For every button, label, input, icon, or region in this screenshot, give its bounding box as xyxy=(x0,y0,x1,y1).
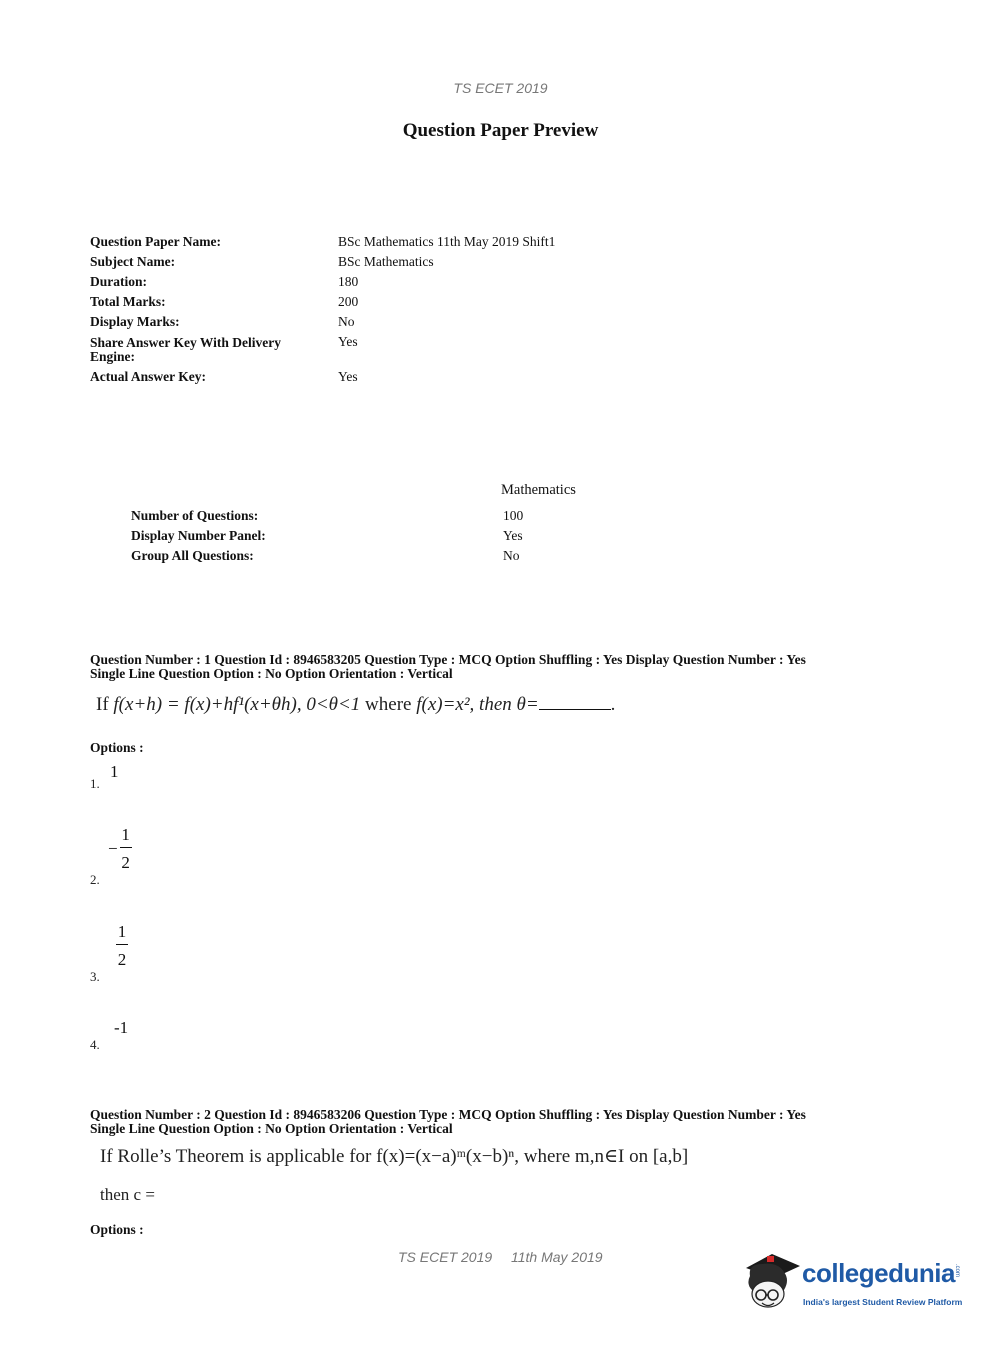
option-2-value xyxy=(108,826,132,871)
question-1-meta-line2: Single Line Question Option : No Option Orientation : Vertical xyxy=(90,666,453,681)
logo-suffix: .com xyxy=(954,1264,960,1278)
option-4-number: 4. xyxy=(90,1037,100,1052)
logo-text: collegedunia xyxy=(802,1258,955,1288)
question-1-formula-2: f(x)=x², then θ= xyxy=(416,694,539,715)
section-value-group-all: No xyxy=(503,548,520,563)
section-label-group-all: Group All Questions: xyxy=(131,548,254,563)
exam-header: TS ECET 2019 xyxy=(453,80,548,96)
option-4-value: -1 xyxy=(114,1018,129,1037)
question-2-meta-line2: Single Line Question Option : No Option Orientation : Vertical xyxy=(90,1121,453,1136)
info-label-actual-key: Actual Answer Key: xyxy=(90,369,206,384)
info-value-display-marks: No xyxy=(338,314,355,329)
fraction-bar xyxy=(116,944,128,945)
question-1-text-suffix: . xyxy=(610,694,616,715)
question-2-meta: Question Number : 2 Question Id : 8946583206 Question Type : MCQ Option Shuffling : Yes Display Question Number : Yes xyxy=(90,1107,806,1122)
section-label-num-questions: Number of Questions: xyxy=(131,508,259,523)
option-2-fraction xyxy=(120,826,132,871)
question-1-meta: Question Number : 1 Question Id : 8946583205 Question Type : MCQ Option Shuffling : Yes Display Question Number : Yes xyxy=(90,652,806,667)
section-value-number-panel: Yes xyxy=(503,528,523,543)
question-1-text xyxy=(96,694,615,716)
option-1-number: 1. xyxy=(90,776,100,791)
info-value-total-marks: 200 xyxy=(338,294,359,309)
page-title: Question Paper Preview xyxy=(402,120,599,141)
info-label-paper-name: Question Paper Name: xyxy=(90,234,221,249)
footer-date: 11th May 2019 xyxy=(511,1249,603,1265)
collegedunia-logo xyxy=(740,1250,972,1320)
info-value-subject: BSc Mathematics xyxy=(338,254,434,269)
section-name: Mathematics xyxy=(501,482,576,498)
option-3-fraction xyxy=(116,923,128,968)
info-label-duration: Duration: xyxy=(90,274,147,289)
question-1-formula: f(x+h) = f(x)+hf¹(x+θh), 0<θ<1 xyxy=(113,694,361,715)
option-2-numerator: 1 xyxy=(121,825,130,844)
question-2-text: If Rolle’s Theorem is applicable for f(x)=(x−a)ᵐ(x−b)ⁿ, where m,n∈I on [a,b] xyxy=(100,1146,689,1167)
option-3-number: 3. xyxy=(90,969,100,984)
option-2-denominator: 2 xyxy=(121,853,130,872)
info-value-paper-name: BSc Mathematics 11th May 2019 Shift1 xyxy=(338,234,556,249)
option-3-value xyxy=(116,923,128,968)
question-1-options-label: Options : xyxy=(90,740,144,755)
info-label-display-marks: Display Marks: xyxy=(90,314,180,329)
info-value-share-key: Yes xyxy=(338,334,358,349)
mascot-icon xyxy=(740,1250,802,1318)
section-label-number-panel: Display Number Panel: xyxy=(131,528,266,543)
question-1-text-prefix: If xyxy=(96,694,114,715)
info-value-duration: 180 xyxy=(338,274,359,289)
question-2-options-label: Options : xyxy=(90,1222,144,1237)
info-label-subject: Subject Name: xyxy=(90,254,176,269)
info-label-total-marks: Total Marks: xyxy=(90,294,166,309)
info-value-actual-key: Yes xyxy=(338,369,358,384)
option-1-value: 1 xyxy=(110,762,119,781)
option-3-numerator: 1 xyxy=(117,922,127,941)
answer-blank xyxy=(539,709,611,710)
fraction-bar xyxy=(120,847,132,848)
question-1-text-where: where xyxy=(360,694,417,715)
option-3-denominator: 2 xyxy=(117,950,127,969)
footer-exam: TS ECET 2019 xyxy=(398,1249,493,1265)
info-label-share-key-line2: Engine: xyxy=(90,349,136,364)
option-2-number: 2. xyxy=(90,872,100,887)
logo-tagline: India's largest Student Review Platform xyxy=(803,1297,963,1307)
option-2-sign: − xyxy=(108,838,118,858)
info-label-share-key: Share Answer Key With Delivery xyxy=(90,335,281,350)
section-value-num-questions: 100 xyxy=(503,508,524,523)
question-2-text-line2: then c = xyxy=(100,1185,155,1204)
